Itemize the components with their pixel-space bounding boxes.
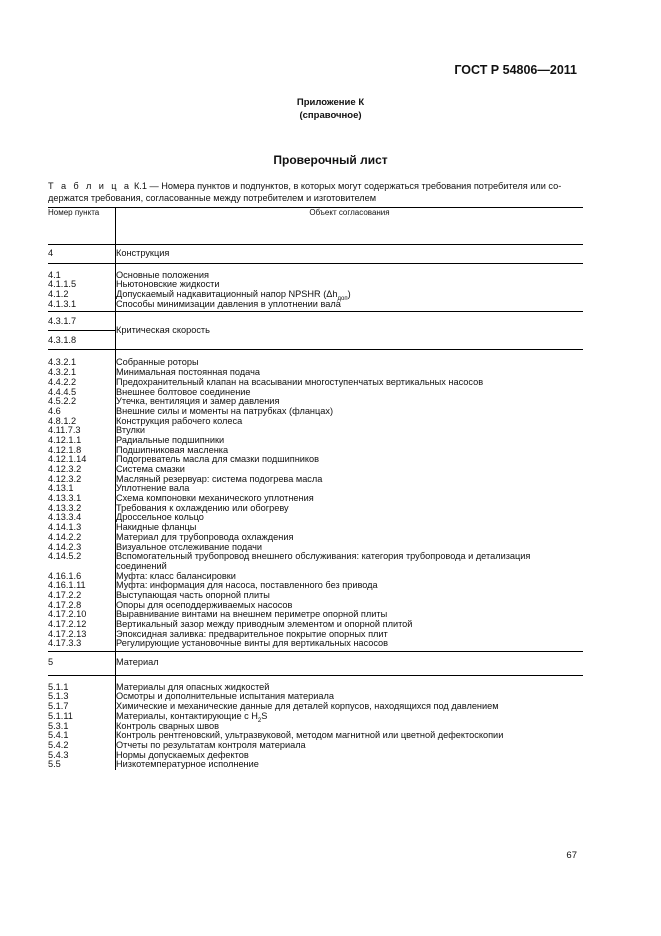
table-header-row (48, 208, 583, 245)
clause-cell (48, 245, 116, 264)
subject-text: Отчеты по результатам контроля материала (116, 739, 306, 750)
clause-number: 4.11.7.3 (48, 425, 81, 436)
clause-number: 5.1.3 (48, 691, 69, 702)
clause-number: 5.4.3 (48, 749, 69, 760)
clause-number: 4.17.2.2 (48, 589, 82, 600)
subject-text: Система смазки (116, 464, 185, 474)
page-title: Проверочный лист (273, 153, 388, 167)
clause-number: 4.3.1.7 (48, 315, 77, 326)
subject-text: Утечка, вентиляция и замер давления (116, 396, 280, 407)
subject-text: Минимальная постоянная подача (116, 367, 260, 378)
subject-text: Предохранительный клапан на всасывании многоступенчатых вертикальных насосов (116, 376, 484, 387)
clause-number: 4.16.1.6 (48, 570, 82, 581)
clause-cell (48, 331, 116, 350)
clause-cell (48, 675, 116, 770)
clause-number: 4.14.2.2 (48, 531, 82, 542)
subject-text: Контроль рентгеновский, ультразвуковой, методом магнитной или цветной дефектоскопии (116, 730, 504, 741)
subject-text: Конструкция (116, 248, 170, 258)
clause-number: 4.1.2 (48, 289, 69, 300)
subject-text: Вертикальный зазор между приводным элементом и опорной плитой (116, 619, 413, 630)
annex-type: (справочное) (299, 110, 362, 121)
clause-number: 5.3.1 (48, 720, 69, 731)
table-row (48, 245, 583, 264)
subject-text: Критическая скорость (116, 325, 210, 336)
subject-text: Втулки (116, 425, 146, 436)
subject-text: Выравнивание винтами на внешнем периметре опорной плиты (116, 609, 388, 620)
subject-cell (116, 312, 584, 350)
subject-text: Химические и механические данные для деталей корпусов, находящихся под давлением (116, 701, 499, 712)
document-code: ГОСТ Р 54806—2011 (454, 63, 577, 77)
clause-number: 4.13.3.1 (48, 493, 82, 504)
npshr-subscript: доп (337, 295, 348, 302)
clause-number: 4.12.1.1 (48, 434, 82, 445)
subject-text: Внешние силы и моменты на патрубках (фланцах) (116, 405, 334, 416)
clause-number: 4.5.2.2 (48, 396, 77, 407)
subject-text: Муфта: информация для насоса, поставленного без привода (116, 580, 378, 591)
subject-text: Дроссельное кольцо (116, 512, 204, 523)
subject-text: Подогреватель масла для смазки подшипников (116, 454, 320, 465)
clause-number: 4.12.1.14 (48, 454, 87, 465)
subject-text: Опоры для осеподдерживаемых насосов (116, 599, 293, 610)
header-clause-number: Номер пункта (48, 208, 116, 245)
clause-cell (48, 652, 116, 676)
clause-number: 4.3.2.1 (48, 357, 77, 368)
clause-number: 4.13.3.2 (48, 502, 82, 513)
subject-text: Основные положения (116, 269, 209, 280)
subject-text: Низкотемпературное исполнение (116, 759, 259, 770)
subject-text: Осмотры и дополнительные испытания материала (116, 691, 334, 702)
subject-text: Визуальное отслеживание подачи (116, 541, 263, 552)
subject-cell (116, 245, 584, 264)
clause-number: 4.16.1.11 (48, 580, 86, 591)
clause-number: 5.4.1 (48, 730, 69, 741)
clause-number: 4.17.2.10 (48, 609, 87, 620)
subject-text: Требования к охлаждению или обогреву (116, 502, 289, 513)
subject-text: Конструкция рабочего колеса (116, 415, 243, 426)
subject-text: Выступающая часть опорной плиты (116, 589, 270, 600)
clause-number: 4 (48, 248, 54, 258)
clause-number: 4.17.2.8 (48, 599, 82, 610)
clause-number: 4.3.2.1 (48, 367, 77, 378)
clause-number: 4.13.3.4 (48, 512, 82, 523)
h2s-tail: S (261, 710, 268, 721)
npshr-text: Допускаемый надкавитационный напор NPSHR (Δh (116, 289, 338, 300)
subject-text: Внешнее болтовое соединение (116, 386, 251, 397)
table-row (48, 263, 583, 312)
clause-number: 4.14.5.2 (48, 551, 82, 562)
subject-text: Уплотнение вала (116, 483, 190, 494)
subject-text: Накидные фланцы (116, 522, 197, 533)
clause-cell (48, 350, 116, 652)
clause-number: 4.6 (48, 405, 61, 416)
clause-number: 5.1.1 (48, 681, 69, 692)
page-number: 67 (566, 850, 577, 861)
clause-number: 4.8.1.2 (48, 415, 77, 426)
clause-number: 5.1.7 (48, 701, 69, 712)
clause-number: 4.3.1.8 (48, 334, 77, 345)
subject-text: Масляный резервуар: система подогрева масла (116, 473, 323, 484)
clause-number: 4.17.2.13 (48, 628, 87, 639)
header-subject: Объект согласования (116, 208, 584, 245)
clause-cell (48, 312, 116, 331)
npshr-close: ) (347, 289, 351, 300)
clause-number: 5.5 (48, 759, 61, 770)
clause-number: 4.1.1.5 (48, 279, 77, 290)
subject-cell (116, 652, 584, 676)
subject-text: Муфта: класс балансировки (116, 570, 236, 581)
subject-text: Схема компоновки механического уплотнения (116, 493, 314, 504)
subject-text: Материалы для опасных жидкостей (116, 681, 270, 692)
clause-number: 4.4.2.2 (48, 376, 77, 387)
clause-number: 4.17.3.3 (48, 638, 82, 649)
subject-text: Регулирующие установочные винты для вертикальных насосов (116, 638, 389, 649)
subject-text: Контроль сварных швов (116, 720, 220, 731)
subject-text-wrapped: Вспомогательный трубопровод внешнего обслуживания: категория трубопровода и детализация соединений (116, 551, 531, 571)
subject-text: Ньютоновские жидкости (116, 279, 220, 290)
table-row (48, 652, 583, 676)
subject-text: Материал для трубопровода охлаждения (116, 531, 294, 542)
clause-number: 4.1.3.1 (48, 298, 77, 309)
subject-text: Нормы допускаемых дефектов (116, 749, 249, 760)
h2s-subscript: 2 (257, 717, 262, 724)
table-caption (48, 181, 588, 204)
clause-number: 4.13.1 (48, 483, 74, 494)
table-caption-text: К.1 — Номера пунктов и подпунктов, в которых могут содержаться требования потребителя или со-держатся требования, согласованные между потребителем и изготовителем (48, 181, 562, 203)
clause-number: 4.4.4.5 (48, 386, 77, 397)
subject-cell (116, 263, 584, 312)
clause-number: 5.4.2 (48, 739, 69, 750)
subject-cell (116, 675, 584, 770)
h2s-text: Материалы, контактирующие с H (116, 710, 258, 721)
subject-text: Способы минимизации давления в уплотнении вала (116, 298, 341, 309)
clause-number: 4.14.2.3 (48, 541, 82, 552)
clause-number: 5 (48, 657, 54, 668)
subject-text: Материал (116, 657, 159, 668)
annex-heading (0, 96, 661, 122)
table-row (48, 350, 583, 652)
clause-number: 4.12.1.8 (48, 444, 82, 455)
table-row (48, 312, 583, 331)
clause-number: 4.17.2.12 (48, 619, 87, 629)
clause-number: 4.12.3.2 (48, 473, 82, 484)
clause-cell (48, 263, 116, 312)
table-caption-prefix: Т а б л и ц а (48, 181, 132, 191)
subject-text: Эпоксидная заливка: предварительное покрытие опорных плит (116, 628, 388, 639)
table-row (48, 675, 583, 770)
clause-number: 5.1.11 (48, 710, 73, 721)
checklist-table (48, 207, 583, 770)
subject-cell (116, 350, 584, 652)
clause-number: 4.12.3.2 (48, 464, 82, 474)
clause-number: 4.14.1.3 (48, 522, 82, 533)
annex-label: Приложение К (296, 97, 365, 108)
subject-text: Радиальные подшипники (116, 434, 225, 445)
clause-number: 4.1 (48, 269, 61, 280)
subject-text: Подшипниковая масленка (116, 444, 229, 455)
subject-text: Собранные роторы (116, 357, 199, 368)
